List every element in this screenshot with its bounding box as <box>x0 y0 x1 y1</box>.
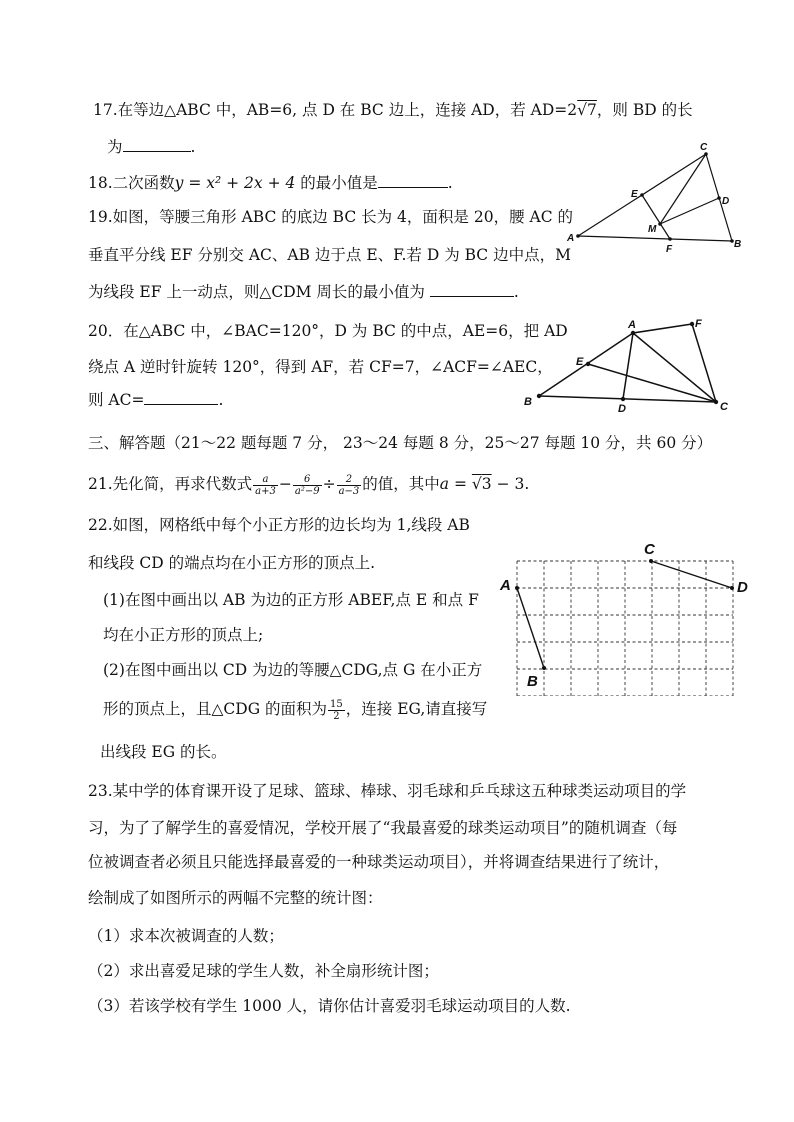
q19-label-m: M <box>648 224 657 235</box>
q22-text-1: 22.如图，网格纸中每个小正方形的边长均为 1,线段 AB <box>88 516 470 534</box>
q23-line4 <box>88 888 383 908</box>
q21-mid: 的值，其中 <box>362 475 440 493</box>
section-3-heading <box>88 433 712 453</box>
q23-line1 <box>88 781 686 801</box>
q19-text-1: 19.如图，等腰三角形 ABC 的底边 BC 长为 4，面积是 20，腰 AC 的 <box>88 208 573 226</box>
q19-label-b: B <box>734 239 742 250</box>
q19-line3 <box>88 280 519 302</box>
q19-label-d: D <box>722 196 730 207</box>
q21-line <box>88 472 529 497</box>
q23-line3 <box>88 852 669 872</box>
q22-text-7: 出线段 EG 的长。 <box>100 743 227 761</box>
q18-answer-blank[interactable] <box>378 171 448 188</box>
q20-segment-fc <box>692 324 716 402</box>
q23-text-4: 绘制成了如图所示的两幅不完整的统计图： <box>88 889 383 907</box>
q18-line <box>88 171 453 193</box>
q23-subquestion-1: （1）求本次被调查的人数； <box>88 927 284 945</box>
q20-line3 <box>88 388 223 410</box>
q22-text-3: (1)在图中画出以 AB 为边的正方形 ABEF,点 E 和点 F <box>103 591 479 609</box>
q22-text-5: (2)在图中画出以 CD 为边的等腰△CDG,点 G 在小正方 <box>103 661 483 679</box>
q23-text-2: 习，为了了解学生的喜爱情况，学校开展了“我最喜爱的球类运动项目”的随机调查（每 <box>88 819 678 837</box>
section-3-text: 三、解答题（21～22 题每题 7 分， 23～24 每题 8 分，25～27 每题 10 分，共 60 分） <box>88 434 713 452</box>
q17-radicand: √7 <box>577 101 597 119</box>
q22-text-2: 和线段 CD 的端点均在小正方形的顶点上. <box>88 554 376 572</box>
q20-line1 <box>88 321 568 341</box>
q19-end: . <box>513 283 519 301</box>
q21-sqrt: √3 <box>471 475 492 493</box>
q22-segment-ab <box>517 588 544 668</box>
q20-side-ac <box>633 333 716 402</box>
q17-line2 <box>107 135 195 157</box>
q23-subquestion-3: （3）若该学校有学生 1000 人，请你估计喜爱羽毛球运动项目的人数. <box>88 997 571 1015</box>
q19-line1 <box>88 207 573 227</box>
q22-line2 <box>88 553 375 573</box>
q23-text-3: 位被调查者必须且只能选择最喜爱的一种球类运动项目），并将调查结果进行了统计， <box>88 853 670 871</box>
q22-grid <box>517 561 733 696</box>
q22-line5 <box>103 660 482 680</box>
q23-subquestion-2: （2）求出喜爱足球的学生人数，补全扇形统计图； <box>88 962 439 980</box>
q22-label-c: C <box>644 541 655 558</box>
q20-label-d: D <box>618 403 626 415</box>
q21-fraction-3: $\frac{2}{a-3}$ <box>338 473 360 497</box>
q17-text-end: ，则 BD 的长 <box>596 101 693 119</box>
q20-label-a: A <box>628 319 636 331</box>
q23-sub2 <box>88 961 439 981</box>
q23-sub3 <box>88 996 571 1016</box>
q20-text-1: 20．在△ABC 中，∠BAC=120°，D 为 BC 的中点，AE=6，把 AD <box>88 322 568 340</box>
q22-line4 <box>103 625 263 645</box>
q17-line1 <box>93 100 693 120</box>
q22-label-d: D <box>737 579 748 596</box>
q21-tail: − 3. <box>491 475 530 493</box>
q22-label-a: A <box>500 577 511 594</box>
q19-side-ab <box>578 236 732 241</box>
q22-line3 <box>103 590 479 610</box>
q18-mid: 的最小值是 <box>295 174 378 192</box>
q21-divide: ÷ <box>322 475 336 493</box>
q19-text-2: 垂直平分线 EF 分别交 AC、AB 边于点 E、F.若 D 为 BC 边中点，M <box>88 246 571 264</box>
q17-text: 17.在等边△ABC 中，AB=6, 点 D 在 BC 边上，连接 AD，若 AD=2 <box>93 101 578 119</box>
q17-prefix: 为 <box>107 138 123 156</box>
q19-text-3: 为线段 EF 上一动点，则△CDM 周长的最小值为 <box>88 283 425 301</box>
q22-label-b: B <box>527 673 538 690</box>
q21-minus: − <box>278 475 292 493</box>
q20-answer-blank[interactable] <box>144 388 218 405</box>
q20-figure <box>520 312 760 420</box>
q20-line2 <box>88 357 553 377</box>
q21-text: 21.先化简，再求代数式 <box>88 475 253 493</box>
q19-label-e: E <box>631 189 638 200</box>
q19-figure <box>560 140 760 265</box>
q20-label-f: F <box>695 318 702 330</box>
q21-fraction-2: $\frac{6}{\text{a²−9}}$ <box>294 473 320 497</box>
q22-text-6b: ，连接 EG,请直接写 <box>345 700 488 718</box>
q19-label-c: C <box>700 142 708 153</box>
q20-text-2: 绕点 A 逆时针旋转 120°，得到 AF，若 CF=7，∠ACF=∠AEC， <box>88 358 553 376</box>
q17-end: . <box>190 138 196 156</box>
q22-segment-cd <box>651 561 732 588</box>
q20-segment-ec <box>588 364 716 402</box>
q22-grid-figure <box>492 536 762 696</box>
q21-var: a = <box>439 475 472 493</box>
q22-text-4: 均在小正方形的顶点上; <box>103 626 264 644</box>
q23-text-1: 23.某中学的体育课开设了足球、篮球、棒球、羽毛球和乒乓球这五种球类运动项目的学 <box>88 782 687 800</box>
q20-text-3: 则 AC= <box>88 391 145 409</box>
q22-line6 <box>103 697 487 722</box>
q19-label-f: F <box>666 244 673 255</box>
q19-answer-blank[interactable] <box>430 280 514 297</box>
q22-line7 <box>100 742 227 762</box>
q20-segment-ad <box>623 333 633 399</box>
q23-line2 <box>88 818 677 838</box>
q22-text-6a: 形的顶点上，且△CDG 的面积为 <box>103 700 328 718</box>
q20-side-bc <box>539 396 716 402</box>
q20-label-c: C <box>720 401 728 413</box>
q20-label-b: B <box>524 396 532 408</box>
q18-end: . <box>447 174 453 192</box>
q22-line1 <box>88 515 470 535</box>
q20-segment-af <box>633 324 692 333</box>
q19-label-a: A <box>567 233 575 244</box>
q23-sub1 <box>88 926 284 946</box>
q22-area-fraction: $\frac{15}{2}$ <box>330 698 343 722</box>
q21-fraction-1: $\frac{a}{a+3}$ <box>255 473 276 497</box>
q18-expression: y = x² + 2x + 4 <box>174 174 296 192</box>
q17-answer-blank[interactable] <box>123 135 191 152</box>
q20-label-e: E <box>576 356 584 368</box>
q20-end: . <box>218 391 224 409</box>
q19-line2 <box>88 245 571 265</box>
q18-text: 18.二次函数 <box>88 174 175 192</box>
